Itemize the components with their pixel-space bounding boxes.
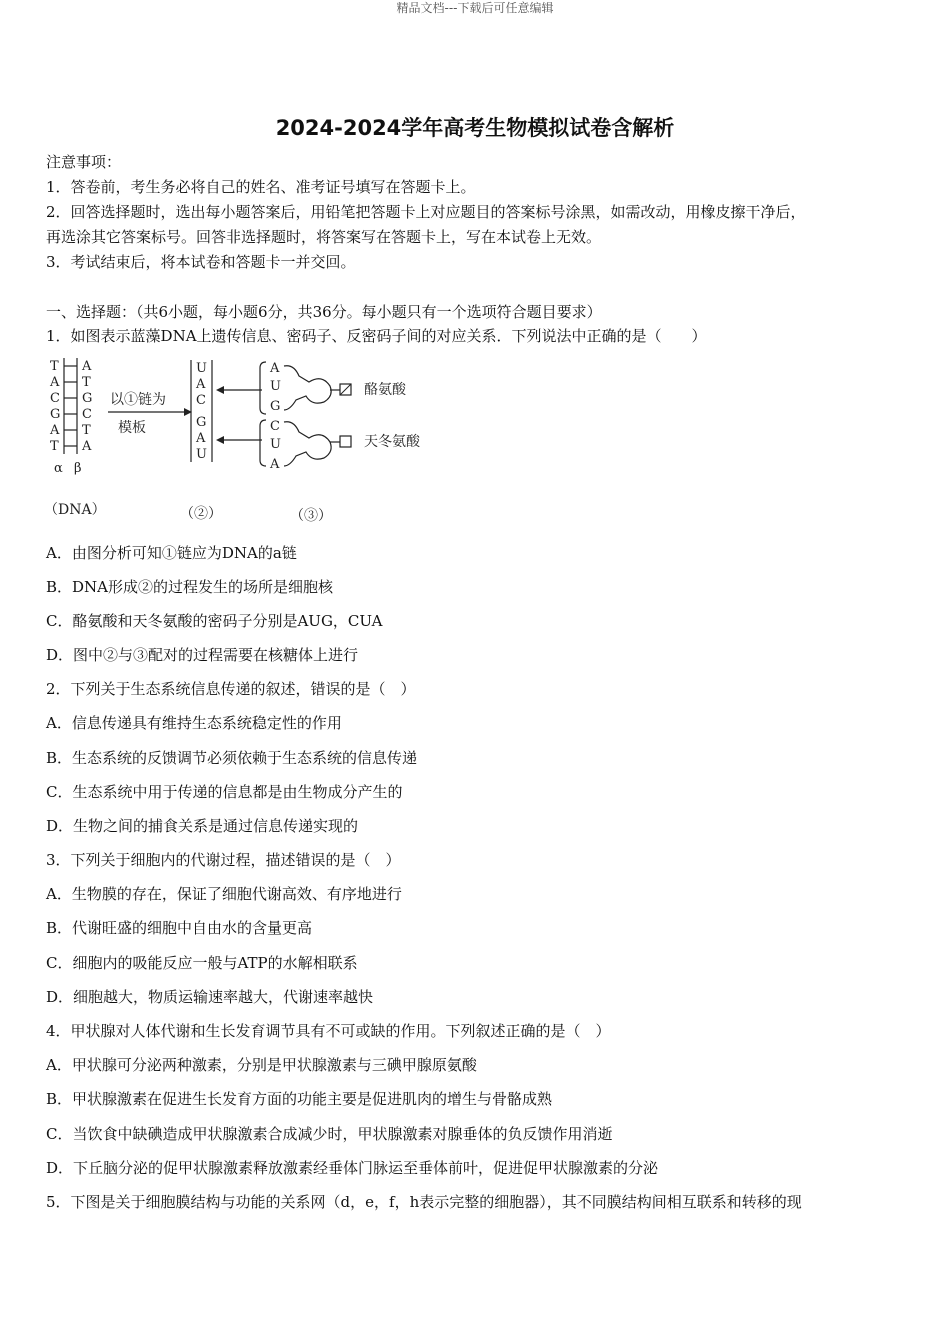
beta-base: A — [82, 439, 92, 454]
beta-base: T — [82, 375, 91, 390]
mrna-base: U — [196, 447, 207, 462]
beta-base: G — [82, 391, 93, 406]
option-a: A．甲状腺可分泌两种激素，分别是甲状腺激素与三碘甲腺原氨酸 — [46, 1056, 477, 1074]
question-stem: 2．下列关于生态系统信息传递的叙述，错误的是（ ） — [46, 680, 416, 698]
mrna-base: A — [196, 431, 206, 446]
mrna-base: C — [196, 393, 206, 408]
option-d: D．下丘脑分泌的促甲状腺激素释放激素经垂体门脉运至垂体前叶，促进促甲状腺激素的分泌 — [46, 1159, 659, 1177]
label-trna: （③） — [290, 508, 332, 524]
option-c: C．酪氨酸和天冬氨酸的密码子分别是AUG，CUA — [46, 612, 383, 630]
option-d: D．图中②与③配对的过程需要在核糖体上进行 — [46, 646, 359, 664]
label-dna: （DNA） — [44, 502, 106, 518]
trna1-shape — [284, 366, 331, 410]
section-heading: 一、选择题：（共6小题，每小题6分，共36分。每小题只有一个选项符合题目要求） — [46, 303, 602, 321]
trna1-base: U — [270, 379, 281, 394]
option-b: B．甲状腺激素在促进生长发育方面的功能主要是促进肌肉的增生与骨骼成熟 — [46, 1090, 553, 1108]
question-stem: 5．下图是关于细胞膜结构与功能的关系网（d，e，f，h表示完整的细胞器），其不同膜结构间相互联系和转移的现 — [46, 1193, 802, 1211]
aa1-label: 酪氨酸 — [364, 382, 406, 398]
beta-base: A — [82, 359, 92, 374]
option-c: C．生态系统中用于传递的信息都是由生物成分产生的 — [46, 783, 403, 801]
question-stem: 4．甲状腺对人体代谢和生长发育调节具有不可或缺的作用。下列叙述正确的是（ ） — [46, 1022, 611, 1040]
trna2-base: A — [270, 457, 280, 472]
trna1-base: G — [270, 399, 281, 414]
notice-heading: 注意事项： — [46, 153, 122, 171]
alpha-base: A — [50, 423, 60, 438]
aa2-label: 天冬氨酸 — [364, 434, 420, 450]
document-title: 2024-2024学年高考生物模拟试卷含解析 — [275, 116, 675, 140]
alpha-label: α — [54, 461, 63, 476]
page-watermark: 精品文档---下载后可任意编辑 — [396, 1, 554, 15]
option-a: A．生物膜的存在，保证了细胞代谢高效、有序地进行 — [46, 885, 402, 903]
figure-svg — [44, 352, 464, 532]
notice-item: 3．考试结束后，将本试卷和答题卡一并交回。 — [46, 253, 356, 271]
notice-item: 1．答卷前，考生务必将自己的姓名、准考证号填写在答题卡上。 — [46, 178, 476, 196]
option-c: C．细胞内的吸能反应一般与ATP的水解相联系 — [46, 954, 358, 972]
option-d: D．细胞越大，物质运输速率越大，代谢速率越快 — [46, 988, 374, 1006]
trna2-shape — [284, 422, 331, 466]
template-label-2: 模板 — [118, 420, 146, 436]
trna2-base: C — [270, 419, 280, 434]
beta-base: C — [82, 407, 92, 422]
alpha-base: G — [50, 407, 61, 422]
trna2-base: U — [270, 437, 281, 452]
beta-base: T — [82, 423, 91, 438]
option-c: C．当饮食中缺碘造成甲状腺激素合成减少时，甲状腺激素对腺垂体的负反馈作用消逝 — [46, 1125, 613, 1143]
question-stem: 3．下列关于细胞内的代谢过程，描述错误的是（ ） — [46, 851, 401, 869]
alpha-base: T — [50, 359, 59, 374]
option-b: B．代谢旺盛的细胞中自由水的含量更高 — [46, 919, 313, 937]
notice-item: 2．回答选择题时，选出每小题答案后，用铅笔把答题卡上对应题目的答案标号涂黑，如需改动，用橡皮擦干净后， — [46, 203, 806, 221]
question-stem: 1．如图表示蓝藻DNA上遗传信息、密码子、反密码子间的对应关系．下列说法中正确的是（ ） — [46, 327, 707, 345]
aa2-box — [340, 436, 351, 447]
notice-item: 再选涂其它答案标号。回答非选择题时，将答案写在答题卡上，写在本试卷上无效。 — [46, 228, 602, 246]
alpha-base: T — [50, 439, 59, 454]
option-a: A．由图分析可知①链应为DNA的a链 — [46, 544, 297, 562]
alpha-base: A — [50, 375, 60, 390]
option-b: B．生态系统的反馈调节必须依赖于生态系统的信息传递 — [46, 749, 418, 767]
alpha-base: C — [50, 391, 60, 406]
option-d: D．生物之间的捕食关系是通过信息传递实现的 — [46, 817, 359, 835]
dna-transcription-figure — [44, 352, 464, 532]
mrna-base: G — [196, 415, 207, 430]
label-mrna: （②） — [180, 506, 222, 522]
mrna-base: A — [196, 377, 206, 392]
template-label-1: 以①链为 — [110, 392, 166, 408]
mrna-base: U — [196, 361, 207, 376]
option-b: B．DNA形成②的过程发生的场所是细胞核 — [46, 578, 334, 596]
trna1-base: A — [270, 361, 280, 376]
beta-label: β — [74, 461, 82, 476]
option-a: A．信息传递具有维持生态系统稳定性的作用 — [46, 714, 342, 732]
